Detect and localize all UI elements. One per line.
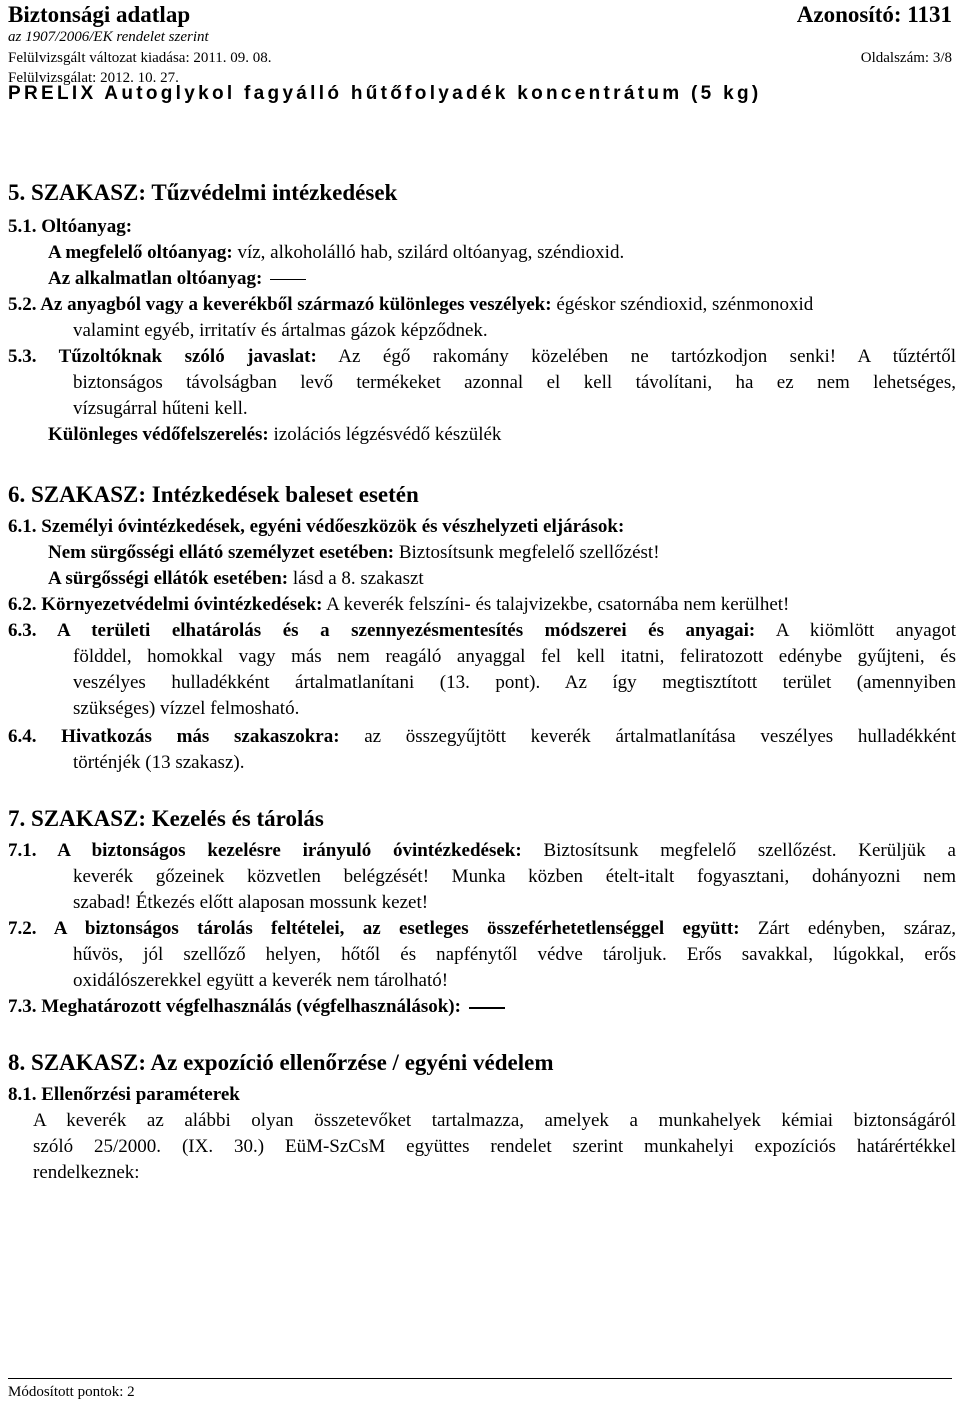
subsection-7-2-line-2: hűvös, jól szellőző helyen, hőtől és napfénytől védve tároljuk. Erős savakkal, lúgokkal, erős	[73, 944, 956, 965]
header-row-1	[8, 2, 952, 28]
subsection-7-2-text: Zárt edényben, száraz,	[739, 918, 956, 939]
subsection-7-1-label: 7.1. A biztonságos kezelésre irányuló óvintézkedések:	[8, 840, 522, 861]
document-title: Biztonsági adatlap	[8, 2, 191, 27]
section-7-title: 7. SZAKASZ: Kezelés és tárolás	[8, 806, 324, 831]
subsection-5-2-continued: valamint egyéb, irritatív és ártalmas gázok képződnek.	[73, 320, 488, 341]
review-date: Felülvizsgálat: 2012. 10. 27.	[8, 70, 179, 86]
non-emergency-personnel	[48, 540, 660, 566]
regulation-reference: az 1907/2006/EK rendelet szerint	[8, 29, 209, 45]
subsection-7-2-line-3: oxidálószerekkel együtt a keverék nem tárolható!	[73, 970, 449, 991]
footer-divider	[8, 1378, 952, 1379]
subsection-5-1-label: 5.1. Oltóanyag:	[8, 216, 133, 237]
unsuitable-media-label: Az alkalmatlan oltóanyag:	[48, 268, 263, 289]
subsection-6-4-label: 6.4. Hivatkozás más szakaszokra:	[8, 726, 340, 747]
subsection-6-2-label: 6.2. Környezetvédelmi óvintézkedések:	[8, 594, 323, 615]
subsection-6-2-text: A keverék felszíni- és talajvizekbe, csatornába nem kerülhet!	[322, 594, 790, 615]
subsection-6-3-line-4: szükséges) vízzel felmosható.	[73, 698, 300, 719]
subsection-5-2-label: 5.2. Az anyagból vagy a keverékből származó különleges veszélyek:	[8, 294, 552, 315]
subsection-7-3	[8, 994, 505, 1020]
subsection-7-1-line-3: szabad! Étkezés előtt alaposan mossunk kezet!	[73, 892, 429, 913]
section-8-title: 8. SZAKASZ: Az expozíció ellenőrzése / egyéni védelem	[8, 1050, 554, 1075]
subsection-6-3-text: A kiömlött anyagot	[755, 620, 956, 641]
subsection-8-1-label: 8.1. Ellenőrzési paraméterek	[8, 1084, 240, 1105]
emergency-label: A sürgősségi ellátók esetében:	[48, 568, 289, 589]
unsuitable-extinguishing-media	[48, 266, 306, 292]
document-id: Azonosító: 1131	[796, 2, 952, 27]
subsection-6-4	[8, 724, 956, 750]
revision-issue-date: Felülvizsgált változat kiadása: 2011. 09. 08.	[8, 50, 272, 66]
subsection-6-3	[8, 618, 956, 644]
non-emergency-label: Nem sürgősségi ellátó személyzet esetében:	[48, 542, 395, 563]
ppe-text: izolációs légzésvédő készülék	[268, 424, 502, 445]
footer-modified-points: Módosított pontok: 2	[8, 1384, 135, 1400]
special-protective-equipment	[48, 422, 501, 448]
suitable-media-label: A megfelelő oltóanyag:	[48, 242, 233, 263]
subsection-5-3-text: Az égő rakomány közelében ne tartózkodjon senki! A tűztértől	[316, 346, 956, 367]
subsection-6-3-line-3: veszélyes hulladékként ártalmatlanítani (13. pont). Az így megtisztított terület (amennyiben	[73, 672, 956, 693]
subsection-7-3-label: 7.3. Meghatározott végfelhasználás (végfelhasználások):	[8, 996, 461, 1017]
subsection-6-3-label: 6.3. A területi elhatárolás és a szennyezésmentesítés módszerei és anyagai:	[8, 620, 756, 641]
subsection-7-2	[8, 916, 956, 942]
emergency-text: lásd a 8. szakaszt	[288, 568, 424, 589]
subsection-8-1-line-3: rendelkeznek:	[33, 1162, 140, 1183]
subsection-6-4-text: az összegyűjtött keverék ártalmatlanítása veszélyes hulladékként	[339, 726, 956, 747]
subsection-5-2	[8, 292, 813, 318]
subsection-6-2	[8, 592, 789, 618]
subsection-5-3-line-3: vízsugárral hűteni kell.	[73, 398, 248, 419]
subsection-8-1-line-1: A keverék az alábbi olyan összetevőket tartalmazza, amelyek a munkahelyek kémiai biztonságáról	[33, 1110, 956, 1131]
ppe-label: Különleges védőfelszerelés:	[48, 424, 269, 445]
em-dash-mark	[469, 1007, 505, 1009]
subsection-5-3-label: 5.3. Tűzoltóknak szóló javaslat:	[8, 346, 317, 367]
subsection-7-2-label: 7.2. A biztonságos tárolás feltételei, az esetleges összeférhetetlenséggel együtt:	[8, 918, 740, 939]
suitable-extinguishing-media	[48, 240, 624, 266]
non-emergency-text: Biztosítsunk megfelelő szellőzést!	[394, 542, 660, 563]
subsection-7-1-text: Biztosítsunk megfelelő szellőzést. Kerüljük a	[521, 840, 956, 861]
header-row-2	[8, 29, 952, 46]
subsection-5-3-line-2: biztonságos távolságban levő termékeket azonnal el kell távolítani, ha ez nem lehetséges,	[73, 372, 956, 393]
subsection-5-2-text: égéskor széndioxid, szénmonoxid	[551, 294, 814, 315]
section-6-title: 6. SZAKASZ: Intézkedések baleset esetén	[8, 482, 419, 507]
section-5-title: 5. SZAKASZ: Tűzvédelmi intézkedések	[8, 180, 398, 205]
product-name: PRELIX Autoglykol fagyálló hűtőfolyadék koncentrátum (5 kg)	[8, 83, 762, 104]
subsection-6-3-line-2: földdel, homokkal vagy más nem reagáló anyaggal fel kell itatni, feliratozott edénybe gyűjteni, és	[73, 646, 956, 667]
subsection-8-1-line-2: szóló 25/2000. (IX. 30.) EüM-SzCsM együttes rendelet szerint munkahelyi expozíciós határértékkel	[33, 1136, 956, 1157]
subsection-5-3	[8, 344, 956, 370]
suitable-media-text: víz, alkoholálló hab, szilárd oltóanyag, széndioxid.	[232, 242, 625, 263]
subsection-7-1-line-2: keverék gőzeinek közvetlen belégzését! Munka közben ételt-italt fogyasztani, dohányozni nem	[73, 866, 956, 887]
subsection-6-4-line-2: történjék (13 szakasz).	[73, 752, 245, 773]
subsection-6-1-label: 6.1. Személyi óvintézkedések, egyéni védőeszközök és vészhelyzeti eljárások:	[8, 516, 625, 537]
subsection-7-1	[8, 838, 956, 864]
page-number: Oldalszám: 3/8	[860, 50, 952, 66]
header-row-3	[8, 50, 952, 67]
em-dash-mark	[270, 279, 306, 280]
emergency-responders	[48, 566, 424, 592]
